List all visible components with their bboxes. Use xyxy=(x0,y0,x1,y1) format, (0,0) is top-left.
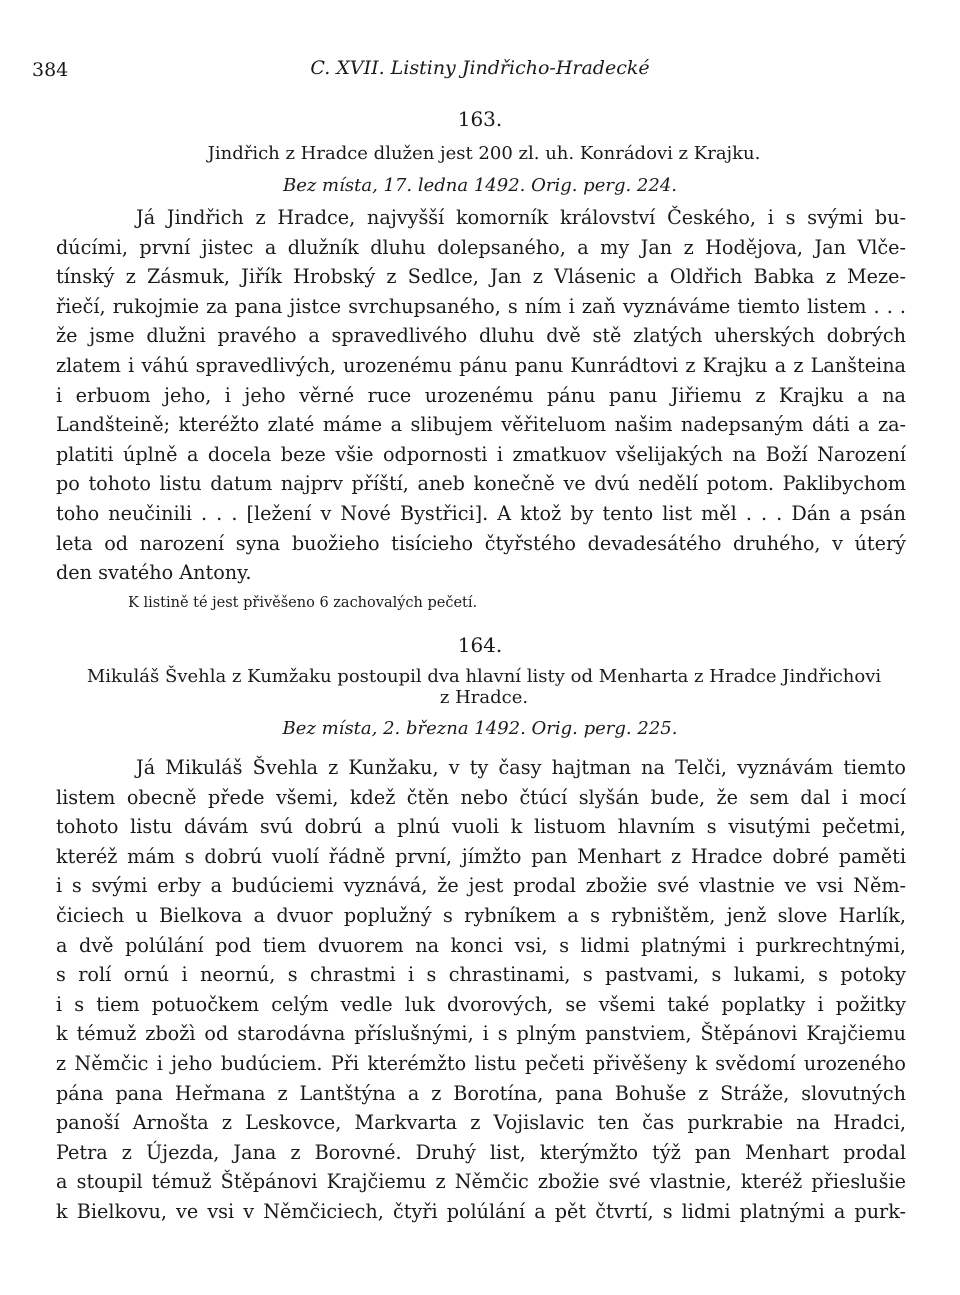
entry-text xyxy=(56,203,906,588)
text-line: Já Jindřich z Hradce, najvyšší komorník království Českého, i s svými bu- xyxy=(136,206,906,229)
entry-regest-continued: z Hradce. xyxy=(439,687,529,708)
text-line: i erbuom jeho, i jeho věrné ruce urozenému pánu panu Jiřiemu z Krajku a na xyxy=(56,383,906,407)
text-line: zlatem i váhú spravedlivých, urozenému pánu panu Kunrádtovi z Krajku a z Lanšteina xyxy=(56,353,906,377)
text-line: kteréž mám s dobrú vuolí řádně první, jímžto pan Menhart z Hradce dobré paměti xyxy=(56,844,906,868)
text-line: panoší Arnošta z Leskovce, Markvarta z Vojislavic ten čas purkrabie na Hradci, xyxy=(56,1111,906,1135)
entry-text xyxy=(56,753,906,1227)
text-line: čiciech u Bielkova a dvuor poplužný s rybníkem a s rybništěm, jenž slove Harlík, xyxy=(56,903,906,927)
text-line: k témuž zbožì od starodávna příslušnými, i s plným panstviem, Štěpánovi Krajčiemu xyxy=(56,1022,906,1046)
text-line: že jsme dlužni pravého a spravedlivého dluhu dvě stě zlatých uherských dobrých xyxy=(56,324,906,348)
text-line: pána pana Heřmana z Lantštýna a z Borotína, pana Bohuše z Stráže, slovutných xyxy=(56,1081,906,1105)
text-line: toho neučinili . . . [ležení v Nové Bystřici]. A ktož by tento list měl . . . Dán a psán xyxy=(56,501,906,525)
entry-dating: Bez místa, 2. března 1492. Orig. perg. 225. xyxy=(282,718,678,739)
text-line: Petra z Újezda, Jana z Borovné. Druhý list, kterýmžto týž pan Menhart prodal xyxy=(56,1140,906,1164)
text-line: a dvě polúlání pod tiem dvuorem na konci vsi, s lidmi platnými i purkrechtnými, xyxy=(56,933,906,957)
entry-regest: Jindřich z Hradce dlužen jest 200 zl. uh. Konrádovi z Krajku. xyxy=(207,143,761,164)
text-line: Landšteině; kteréžto zlaté máme a slibujem věřiteluom našim nadepsaným dáti a za- xyxy=(56,413,906,437)
text-line: i s svými erby a budúciemi vyznává, že jest prodal zbožie své vlastnie ve vsi Něm- xyxy=(56,874,906,898)
text-line: a stoupil témuž Štěpánovi Krajčiemu z Němčic zbožie své vlastnie, kteréž přieslušie xyxy=(56,1170,906,1194)
text-line: den svatého Antony. xyxy=(56,561,252,585)
entry-dating: Bez místa, 17. ledna 1492. Orig. perg. 224. xyxy=(282,175,678,196)
entry-note: K listině té jest přivěšeno 6 zachovalých pečetí. xyxy=(128,595,478,611)
text-line: listem obecně přede všemi, kdež čtěn nebo čtúcí slyšán bude, že sem dal i mocí xyxy=(56,785,906,809)
text-line: s rolí ornú i neornú, s chrastmi i s chrastinami, s pastvami, s lukami, s potoky xyxy=(56,963,906,987)
text-line: tohoto listu dávám svú dobrú a plnú vuoli k listuom hlavním s visutými pečetmi, xyxy=(56,815,906,839)
text-line: platiti úplně a docela beze všie odpornosti i zmatkuov všelijakých na Boží Narození xyxy=(56,442,906,466)
text-line: leta od narození syna buožieho tisícieho čtyřstého devadesátého druhého, v úterý xyxy=(56,531,906,555)
entry-number: 164. xyxy=(457,633,503,657)
text-line: řiečí, rukojmie za pana jistce svrchupsaného, s ním i zaň vyznáváme tiemto listem . . . xyxy=(56,294,906,318)
text-line: i s tiem potuočkem celým vedle luk dvorových, se všemi také poplatky i požitky xyxy=(56,992,906,1016)
page-number: 384 xyxy=(32,59,69,81)
text-line: dúcími, první jistec a dlužník dluhu dolepsaného, a my Jan z Hodějova, Jan Vlče- xyxy=(56,235,906,259)
text-line: z Němčic i jeho budúciem. Při kterémžto listu pečeti přivěšeny k svědomí urozeného xyxy=(56,1051,906,1075)
entry-number: 163. xyxy=(457,107,503,131)
entry-regest: Mikuláš Švehla z Kumžaku postoupil dva hlavní listy od Menharta z Hradce Jindřichovi xyxy=(86,666,882,687)
running-title: C. XVII. Listiny Jindřicho-Hradecké xyxy=(310,57,650,79)
text-line: po tohoto listu datum najprv příští, aneb konečně ve dvú nedělí potom. Paklibychom xyxy=(56,472,906,496)
text-line: Já Mikuláš Švehla z Kunžaku, v ty časy hajtman na Telči, vyznávám tiemto xyxy=(136,756,906,779)
text-line: tínský z Zásmuk, Jiřík Hrobský z Sedlce, Jan z Vlásenic a Oldřich Babka z Meze- xyxy=(56,265,906,289)
text-line: k Bielkovu, ve vsi v Němčiciech, čtyři polúlání a pět čtvrtí, s lidmi platnými a purk- xyxy=(56,1199,906,1223)
